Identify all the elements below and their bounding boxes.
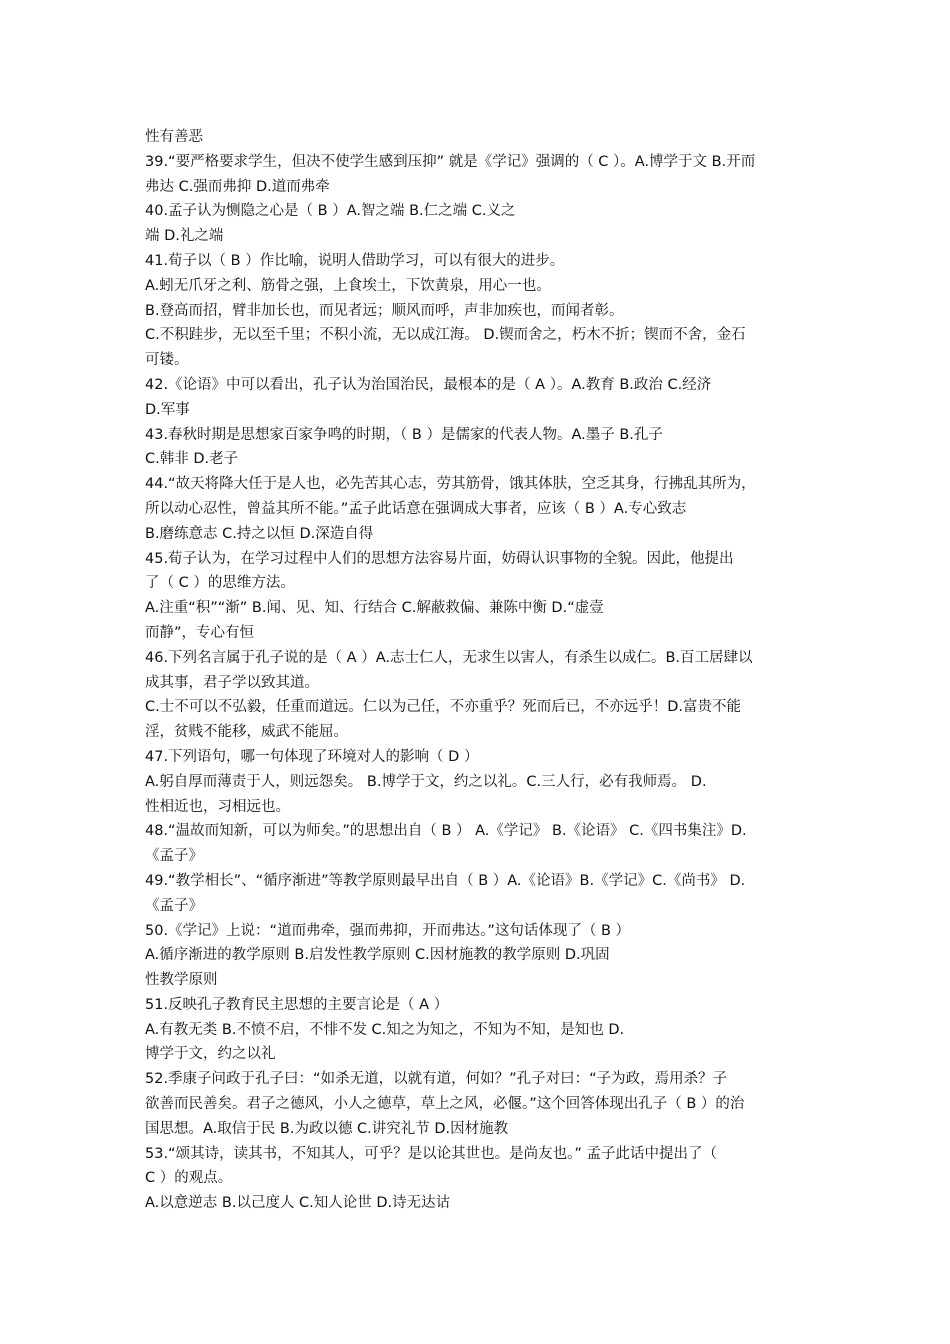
document-page xyxy=(145,125,807,1241)
text-line: 47.下列语句，哪一句体现了环境对人的影响（ D ） xyxy=(145,748,479,765)
text-line: 了（ C ）的思维方法。 xyxy=(145,575,295,592)
text-line: 可镂。 xyxy=(145,352,189,369)
text-line: 性教学原则 xyxy=(145,972,218,989)
text-line: A.循序渐进的教学原则 B.启发性教学原则 C.因材施教的教学原则 D.巩固 xyxy=(145,947,610,964)
text-line: 48.“温故而知新，可以为师矣。”的思想出自（ B ） A.《学记》 B.《论语》 C.《四书集注》D. xyxy=(145,823,747,840)
text-line: 性有善恶 xyxy=(145,129,203,145)
text-line: 《孟子》 xyxy=(145,897,203,914)
text-line: A.以意逆志 B.以己度人 C.知人论世 D.诗无达诂 xyxy=(145,1195,451,1212)
text-line xyxy=(145,1216,807,1241)
text-line: 弗达 C.强而弗抑 D.道而弗牵 xyxy=(145,178,330,195)
text-line: 淫，贫贱不能移，威武不能屈。 xyxy=(145,724,348,741)
text-line: 成其事，君子学以致其道。 xyxy=(145,674,319,691)
text-line: C ）的观点。 xyxy=(145,1170,233,1187)
text-line: 《孟子》 xyxy=(145,848,203,865)
text-line: 40.孟子认为恻隐之心是（ B ）A.智之端 B.仁之端 C.义之 xyxy=(145,203,516,220)
text-line: A.有教无类 B.不愤不启，不悱不发 C.知之为知之，不知为不知，是知也 D. xyxy=(145,1021,625,1038)
text-line: C.韩非 D.老子 xyxy=(145,451,239,468)
text-line: A.蚓无爪牙之利、筋骨之强，上食埃土，下饮黄泉，用心一也。 xyxy=(145,277,551,294)
text-line: B.登高而招，臂非加长也，而见者远；顺风而呼，声非加疾也，而闻者彰。 xyxy=(145,302,624,319)
text-line: D.军事 xyxy=(145,401,190,418)
text-line: 39.“要严格要求学生，但决不使学生感到压抑” 就是《学记》强调的（ C ）。A.博学于文 B.开而 xyxy=(145,153,756,170)
text-line: A.注重“积”“渐” B.闻、见、知、行结合 C.解蔽救偏、兼陈中衡 D.“虚壹 xyxy=(145,600,604,617)
text-line: C.士不可以不弘毅，任重而道远。仁以为己任，不亦重乎？死而后已，不亦远乎！D.富贵不能 xyxy=(145,699,742,716)
text-line: 性相近也，习相远也。 xyxy=(145,798,290,815)
text-line: 而静”，专心有恒 xyxy=(145,624,255,641)
text-line: 所以动心忍性，曾益其所不能。”孟子此话意在强调成大事者，应该（ B ）A.专心致志 xyxy=(145,500,687,517)
text-line: 49.“教学相长”、“循序渐进”等教学原则最早出自（ B ）A.《论语》B.《学记》C.《尚书》 D. xyxy=(145,872,746,889)
text-line: 52.季康子问政于孔子曰：“如杀无道，以就有道，何如？”孔子对曰：“子为政，焉用杀？子 xyxy=(145,1071,728,1088)
text-line: 46.下列名言属于孔子说的是（ A ）A.志士仁人，无求生以害人，有杀生以成仁。B.百工居肆以 xyxy=(145,649,753,666)
text-line: 欲善而民善矣。君子之德风，小人之德草，草上之风，必偃。”这个回答体现出孔子（ B ）的治 xyxy=(145,1096,745,1113)
text-line: B.磨练意志 C.持之以恒 D.深造自得 xyxy=(145,525,374,542)
text-line: 44.“故天将降大任于是人也，必先苦其心志，劳其筋骨，饿其体肤，空乏其身，行拂乱其所为， xyxy=(145,476,756,493)
text-line: 43.春秋时期是思想家百家争鸣的时期，（ B ）是儒家的代表人物。A.墨子 B.孔子 xyxy=(145,426,663,443)
text-line: 51.反映孔子教育民主思想的主要言论是（ A ） xyxy=(145,996,449,1013)
text-line: A.躬自厚而薄责于人，则远怨矣。 B.博学于文，约之以礼。C.三人行，必有我师焉。 D. xyxy=(145,773,707,790)
text-line: 国思想。A.取信于民 B.为政以德 C.讲究礼节 D.因材施教 xyxy=(145,1120,509,1137)
text-line: 博学于文，约之以礼 xyxy=(145,1046,276,1063)
text-line: 45.荀子认为，在学习过程中人们的思想方法容易片面，妨碍认识事物的全貌。因此，他提出 xyxy=(145,550,734,567)
text-line: C.不积跬步，无以至千里；不积小流，无以成江海。 D.锲而舍之，朽木不折；锲而不舍，金石 xyxy=(145,327,746,344)
text-line: 端 D.礼之端 xyxy=(145,228,224,245)
text-line: 42.《论语》中可以看出，孔子认为治国治民，最根本的是（ A ）。A.教育 B.政治 C.经济 xyxy=(145,376,712,393)
text-line: 41.荀子以（ B ）作比喻，说明人借助学习，可以有很大的进步。 xyxy=(145,252,565,269)
text-line: 53.“颂其诗，读其书，不知其人，可乎？是以论其世也。是尚友也。” 孟子此话中提出了（ xyxy=(145,1145,717,1162)
text-line: 50.《学记》上说：“道而弗牵，强而弗抑，开而弗达。”这句话体现了（ B ） xyxy=(145,922,630,939)
